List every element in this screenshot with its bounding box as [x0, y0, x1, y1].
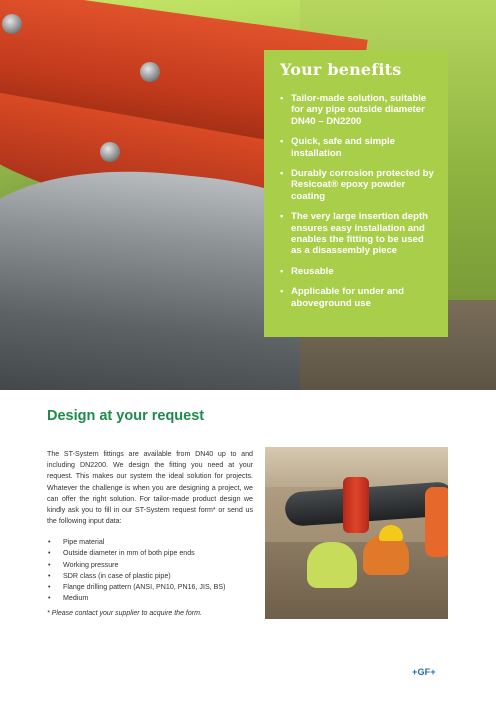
gf-logo: +GF+ [412, 667, 436, 677]
bolt [140, 62, 160, 82]
list-item: • Pipe material [47, 537, 257, 548]
input-data-list [47, 537, 257, 605]
benefit-item: • Reusable [280, 266, 436, 277]
red-coupling [343, 477, 369, 533]
benefit-item: • Durably corrosion protected by Resicoat® epoxy powder coating [280, 168, 436, 202]
benefits-title: Your benefits [280, 60, 402, 79]
bolt [100, 142, 120, 162]
site-photo [265, 447, 448, 619]
benefit-item: • The very large insertion depth ensures easy installation and enables the fitting to be used as a disassembly piece [280, 211, 436, 257]
benefits-box [264, 50, 448, 337]
list-item: • SDR class (in case of plastic pipe) [47, 571, 257, 582]
list-item: • Working pressure [47, 560, 257, 571]
footnote: * Please contact your supplier to acquire the form. [47, 610, 202, 617]
design-title: Design at your request [47, 408, 205, 424]
design-intro: The ST-System fittings are available from DN40 up to and including DN2200. We design the fitting you need at your request. This makes our system the ideal solution for projects. Whatever the challenge is when you are designing a project, we can offer the right solution. For tailor-made product design we kindly ask you to fill in our ST-System request form* or send us the following input data: [47, 450, 253, 526]
benefit-item: • Applicable for under and aboveground use [280, 286, 436, 309]
benefit-item: • Quick, safe and simple installation [280, 136, 436, 159]
list-item: • Outside diameter in mm of both pipe ends [47, 548, 257, 559]
list-item: • Flange drilling pattern (ANSI, PN10, PN16, JIS, BS) [47, 582, 257, 593]
list-item: • Medium [47, 593, 257, 604]
worker [307, 542, 357, 588]
helmet [379, 525, 403, 541]
benefits-list [280, 93, 436, 309]
benefit-item: • Tailor-made solution, suitable for any pipe outside diameter DN40 – DN2200 [280, 93, 436, 127]
worker [425, 487, 448, 557]
worker [363, 535, 409, 575]
bolt [2, 14, 22, 34]
